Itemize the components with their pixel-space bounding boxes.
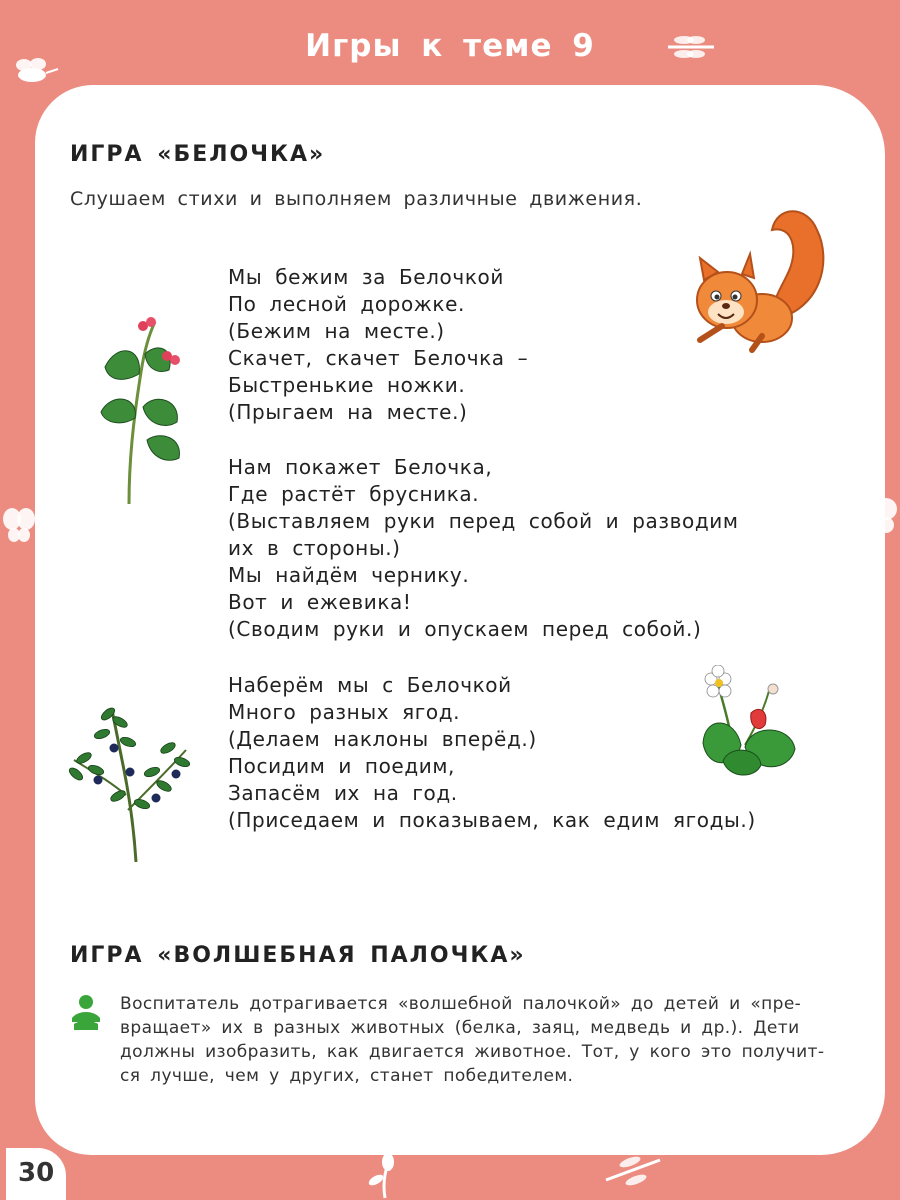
poem-line: (Сводим руки и опускаем перед собой.) xyxy=(228,617,702,641)
description-line: ся лучше, чем у других, станет победителем. xyxy=(120,1066,574,1086)
description-line: должны изобразить, как двигается животное. Тот, у кого это получит- xyxy=(120,1042,825,1062)
poem-line: (Приседаем и показываем, как едим ягоды.) xyxy=(228,808,756,832)
poem-line: Посидим и поедим, xyxy=(228,754,455,778)
insect-decoration-icon xyxy=(4,55,60,91)
poem-line: Нам покажет Белочка, xyxy=(228,455,493,479)
lingonberry-plant-illustration xyxy=(95,312,195,507)
poem-line: (Прыгаем на месте.) xyxy=(228,400,468,424)
blueberry-plant-illustration xyxy=(68,700,198,865)
flower-decoration-icon xyxy=(360,1150,410,1200)
game-title-magic-wand: ИГРА «ВОЛШЕБНАЯ ПАЛОЧКА» xyxy=(70,943,526,968)
poem-stanza xyxy=(228,454,739,643)
poem-line: Мы найдём чернику. xyxy=(228,563,470,587)
page-number: 30 xyxy=(18,1158,55,1188)
description-line: Воспитатель дотрагивается «волшебной палочкой» до детей и «пре- xyxy=(120,994,802,1014)
poem-stanza xyxy=(228,672,756,834)
game-intro: Слушаем стихи и выполняем различные движения. xyxy=(70,188,643,210)
game-title-squirrel: ИГРА «БЕЛОЧКА» xyxy=(70,142,326,167)
poem-line: Быстренькие ножки. xyxy=(228,373,466,397)
poem-line: (Выставляем руки перед собой и разводим xyxy=(228,509,739,533)
dragonfly-decoration-icon xyxy=(660,30,720,64)
butterfly-decoration-icon xyxy=(2,505,36,545)
page-number-badge xyxy=(6,1148,66,1200)
poem-line: Запасём их на год. xyxy=(228,781,458,805)
poem-stanza xyxy=(228,264,528,426)
page-header: Игры к теме 9 xyxy=(305,28,595,64)
poem-line: Много разных ягод. xyxy=(228,700,461,724)
poem-line: Наберём мы с Белочкой xyxy=(228,673,512,697)
poem-line: По лесной дорожке. xyxy=(228,292,465,316)
poem-line: их в стороны.) xyxy=(228,536,401,560)
game-description xyxy=(120,992,840,1088)
poem-line: Мы бежим за Белочкой xyxy=(228,265,504,289)
poem-line: Скачет, скачет Белочка – xyxy=(228,346,529,370)
strawberry-plant-illustration xyxy=(695,665,805,780)
poem-line: (Бежим на месте.) xyxy=(228,319,445,343)
dragonfly-decoration-icon xyxy=(600,1150,670,1190)
teacher-icon xyxy=(70,994,102,1032)
butterfly-decoration-icon xyxy=(872,495,900,535)
squirrel-illustration xyxy=(692,200,832,360)
poem-line: Вот и ежевика! xyxy=(228,590,412,614)
poem-line: (Делаем наклоны вперёд.) xyxy=(228,727,537,751)
description-line: вращает» их в разных животных (белка, заяц, медведь и др.). Дети xyxy=(120,1018,800,1038)
poem-line: Где растёт брусника. xyxy=(228,482,480,506)
